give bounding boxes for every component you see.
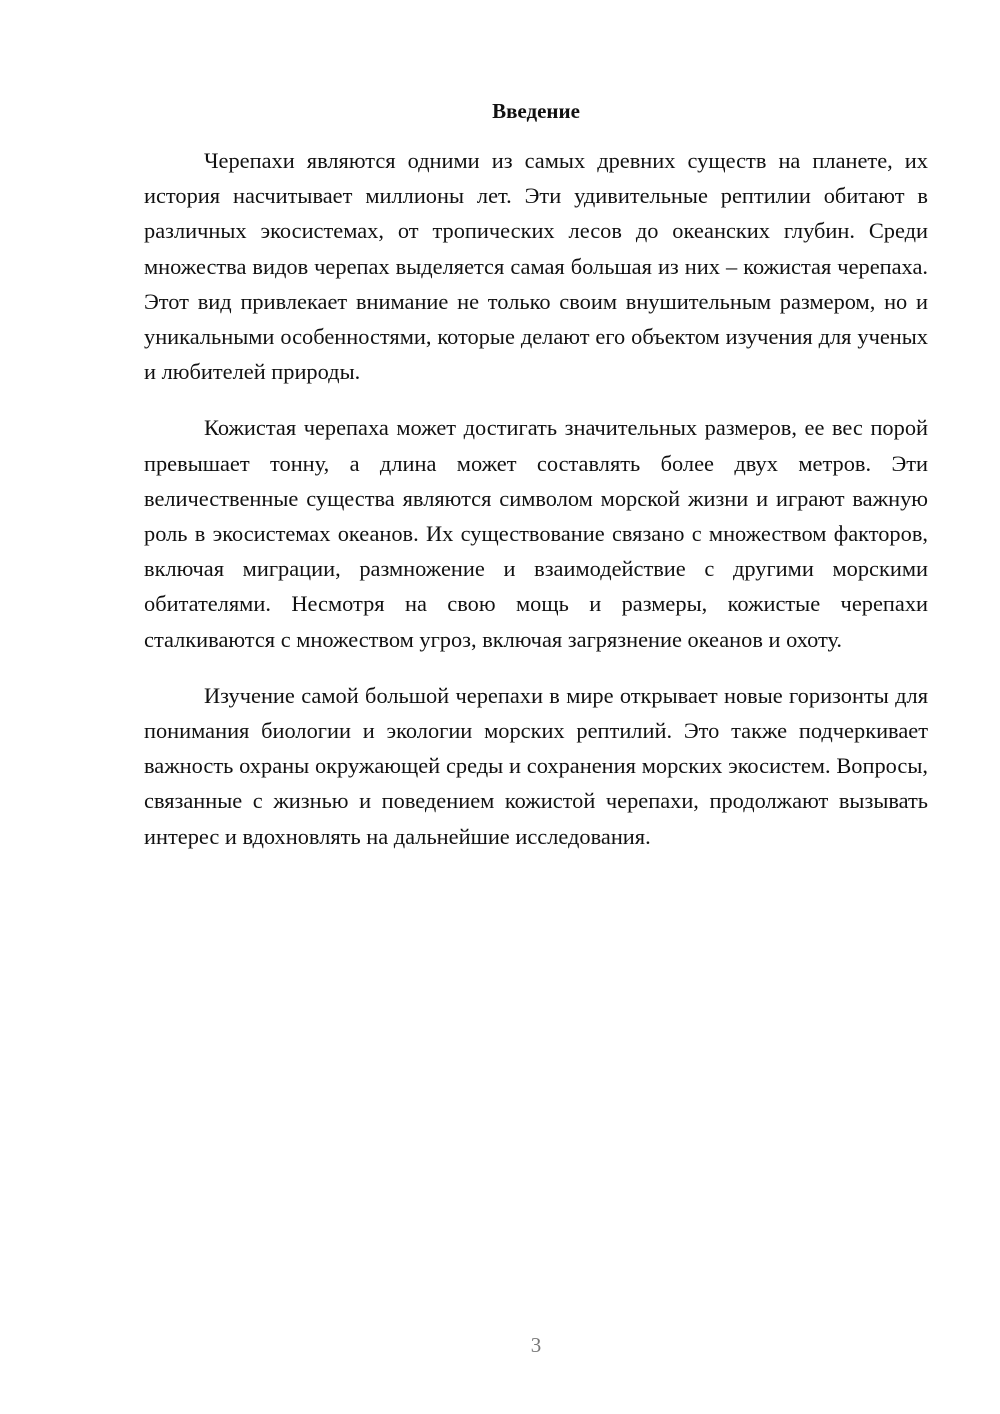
body-text xyxy=(144,143,928,875)
paragraph-2: Кожистая черепаха может достигать значительных размеров, ее вес порой превышает тонну, а длина может составлять более двух метров. Эти величественные существа являются символом морской жизни и играют важную роль в экосистемах океанов. Их существование связано с множеством факторов, включая миграции, размножение и взаимодействие с другими морскими обитателями. Несмотря на свою мощь и размеры, кожистые черепахи сталкиваются с множеством угроз, включая загрязнение океанов и охоту. xyxy=(144,415,928,652)
page-number: 3 xyxy=(530,1333,542,1357)
section-title: Введение xyxy=(492,99,580,123)
paragraph-3: Изучение самой большой черепахи в мире открывает новые горизонты для понимания биологии и экологии морских рептилий. Это также подчеркивает важность охраны окружающей среды и сохранения морских экосистем. Вопросы, связанные с жизнью и поведением кожистой черепахи, продолжают вызывать интерес и вдохновлять на дальнейшие исследования. xyxy=(144,682,928,849)
paragraph-1: Черепахи являются одними из самых древних существ на планете, их история насчитывает миллионы лет. Эти удивительные рептилии обитают в различных экосистемах, от тропических лесов до океанских глубин. Среди множества видов черепах выделяется самая большая из них – кожистая черепаха. Этот вид привлекает внимание не только своим внушительным размером, но и уникальными особенностями, которые делают его объектом изучения для ученых и любителей природы. xyxy=(144,148,928,385)
